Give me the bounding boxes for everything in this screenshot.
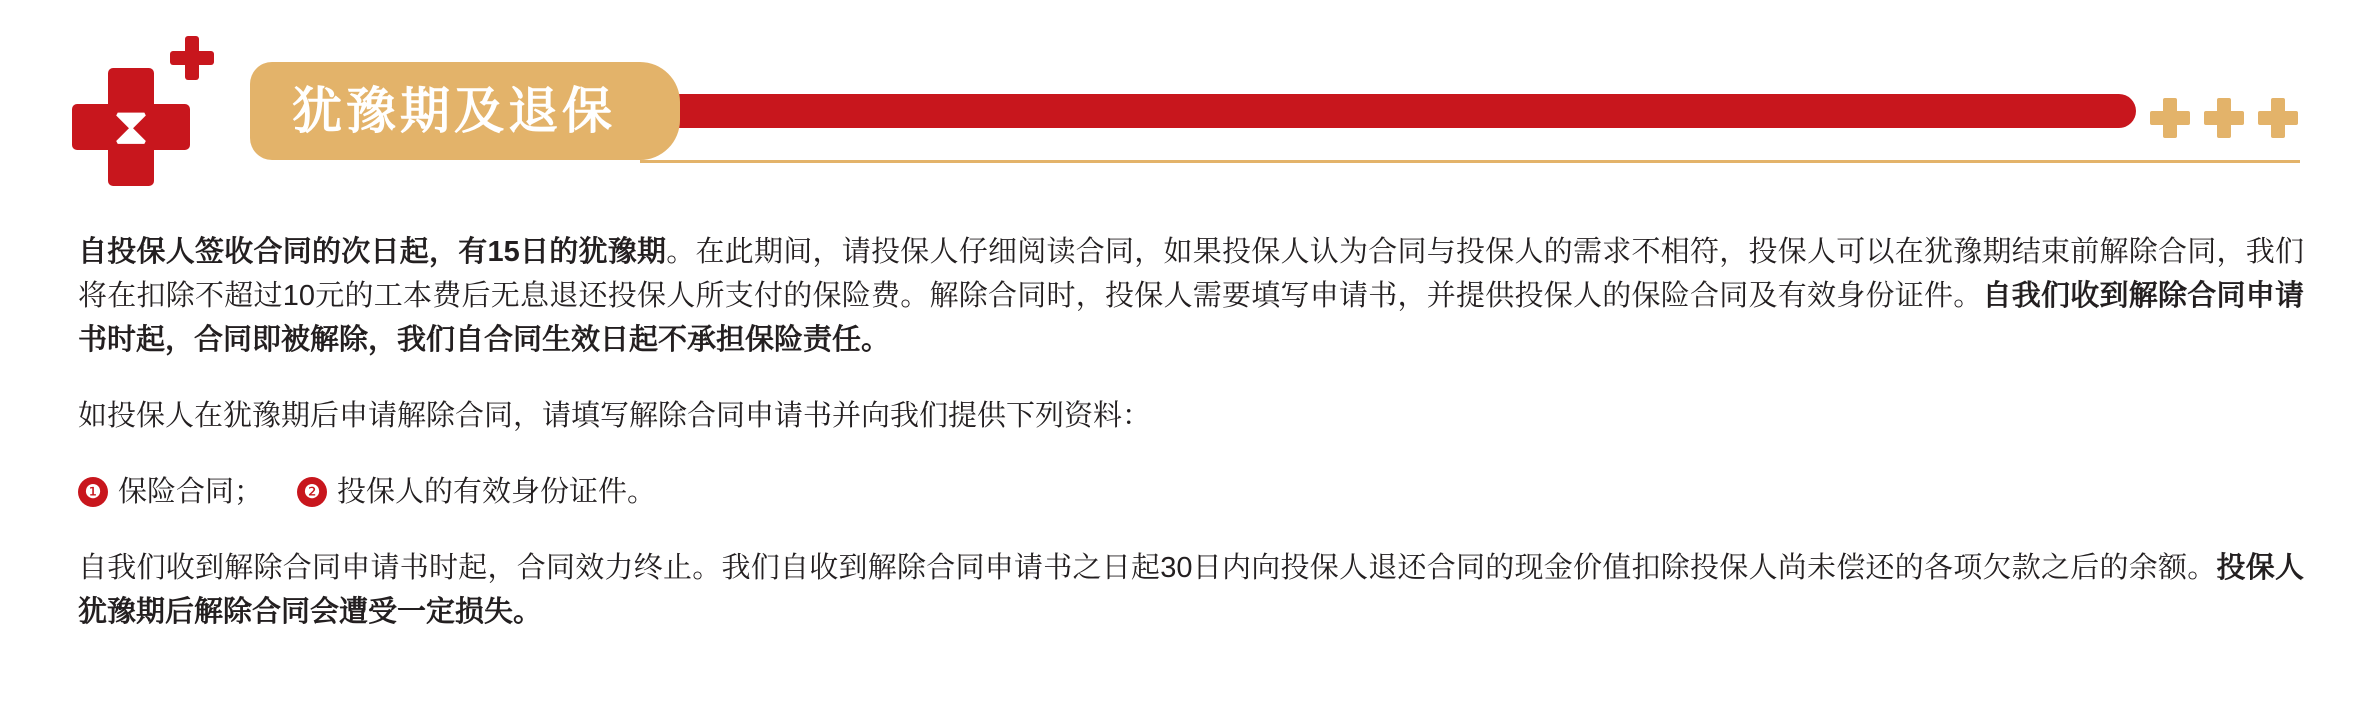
plus-horizontal-bar (2150, 111, 2190, 125)
plus-icon-3 (2258, 98, 2298, 138)
list-item: 投保人的有效身份证件。 (337, 476, 657, 509)
plus-horizontal-bar (2204, 111, 2244, 125)
hourglass-cross-icon (72, 68, 190, 186)
list-number-icon-2: ❷ (297, 477, 327, 507)
plus-horizontal-bar (2258, 111, 2298, 125)
plus-icon (170, 36, 214, 80)
header-red-bar (640, 94, 2136, 128)
plus-decoration-group (2150, 98, 2300, 142)
section-title-plate (250, 62, 680, 160)
hourglass-glyph: ⧗ (112, 98, 150, 156)
section-header (0, 0, 2362, 190)
required-documents-list (78, 470, 2304, 514)
paragraph-cooling-off (78, 230, 2304, 362)
paragraph-1-text: 。在此期间，请投保人仔细阅读合同，如果投保人认为合同与投保人的需求不相符，投保人可以在犹豫期结束前解除合同，我们将在扣除不超过10元的工本费后无息退还投保人所支付的保险费。解除合同时，投保人需要填写申请书，并提供投保人的保险合同及有效身份证件。 (78, 236, 2304, 313)
paragraph-1-bold-lead: 自投保人签收合同的次日起，有15日的犹豫期 (78, 236, 667, 268)
plus-icon-2 (2204, 98, 2244, 138)
header-gold-rule (640, 160, 2300, 163)
document-body (78, 230, 2304, 635)
paragraph-after-cooling-off: 如投保人在犹豫期后申请解除合同，请填写解除合同申请书并向我们提供下列资料： (78, 400, 1152, 433)
plus-icon-1 (2150, 98, 2190, 138)
plus-horizontal-bar (170, 51, 214, 65)
list-number-icon-1: ❶ (78, 477, 108, 507)
list-item: 保险合同； (118, 476, 264, 509)
paragraph-refund-terms (78, 546, 2304, 634)
paragraph-3-text: 自我们收到解除合同申请书时起，合同效力终止。我们自收到解除合同申请书之日起30日内向投保人退还合同的现金价值扣除投保人尚未偿还的各项欠款之后的余额。 (78, 552, 2217, 585)
paragraph-3-bold: 投保人犹豫期后解除合同会遭受一定损失。 (78, 552, 2304, 629)
paragraph-1-bold-tail: 自我们收到解除合同申请书时起，合同即被解除，我们自合同生效日起不承担保险责任。 (78, 280, 2304, 357)
page-title: 犹豫期及退保 (292, 83, 616, 139)
